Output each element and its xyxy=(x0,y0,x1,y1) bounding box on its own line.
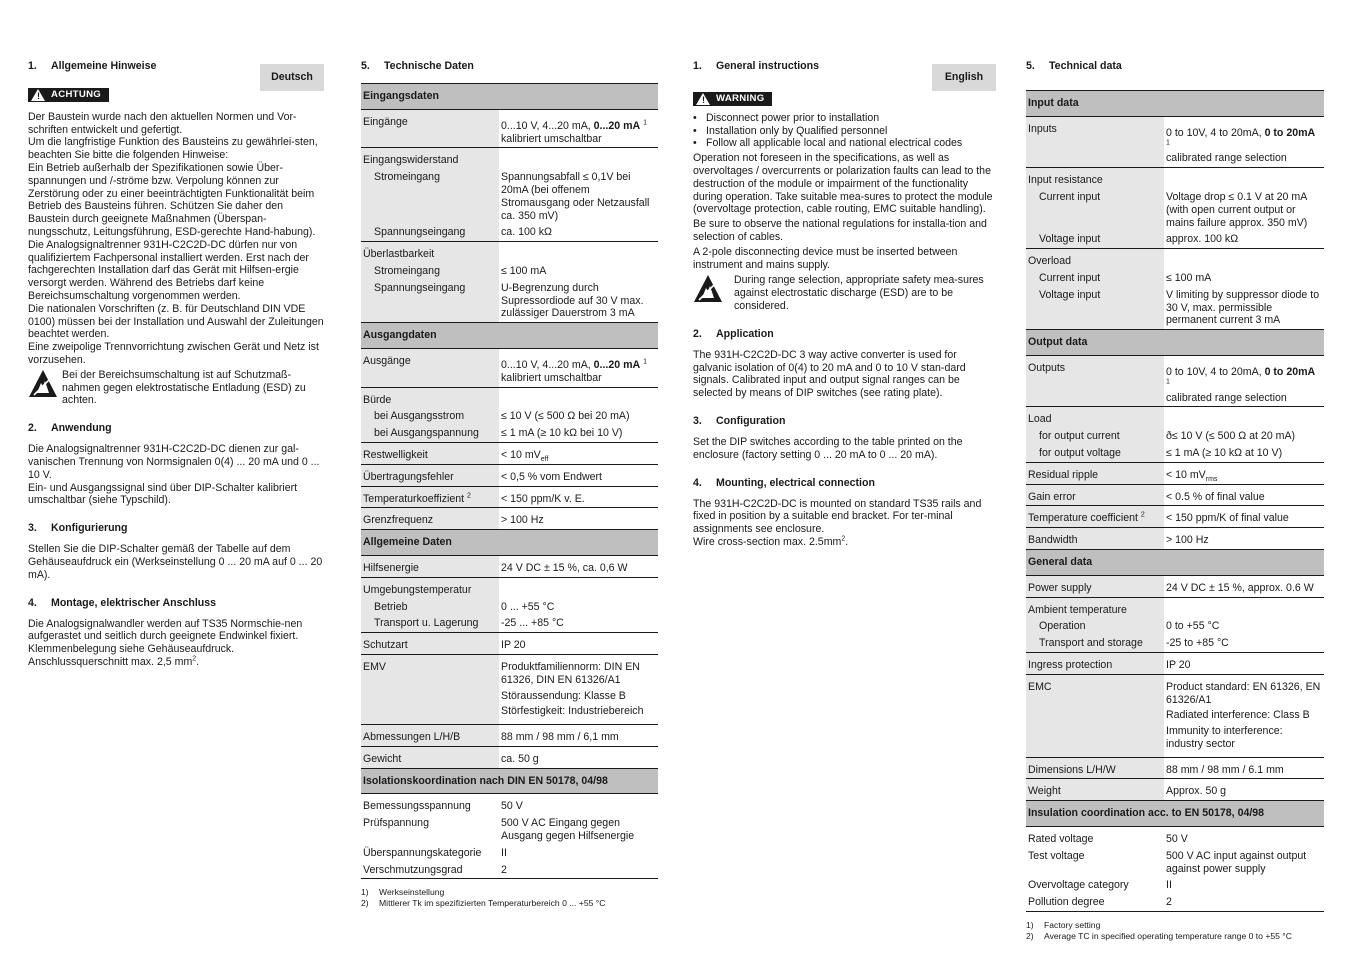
table-cell: Stromeingang xyxy=(361,263,499,280)
table-section-header xyxy=(361,84,658,110)
table-cell: < 150 ppm/K v. E. xyxy=(499,486,658,508)
language-tab-english: English xyxy=(932,64,996,91)
section-heading: 2. Anwendung xyxy=(28,422,112,435)
esd-hand-icon xyxy=(28,369,62,407)
table-row xyxy=(361,224,658,241)
table-cell: Test voltage xyxy=(1026,848,1164,878)
table-cell: EMC xyxy=(1026,674,1164,757)
table-row xyxy=(1026,635,1324,652)
table-cell: Überspannungskategorie xyxy=(361,845,499,862)
table-cell: 2 xyxy=(467,492,471,499)
table-row xyxy=(1026,848,1324,878)
table-row xyxy=(361,633,658,655)
de-tech-table xyxy=(361,83,658,908)
table-cell: 88 mm / 98 mm / 6.1 mm xyxy=(1164,757,1324,779)
table-cell: -25 ... +85 °C xyxy=(499,615,658,632)
table-cell: ≤ 100 mA xyxy=(501,264,547,277)
table-cell: 50 V xyxy=(1166,833,1188,846)
table-row xyxy=(1026,445,1324,462)
table-cell: 0...20 mA xyxy=(593,358,641,371)
table-row xyxy=(1026,827,1324,848)
table-cell: Stromeingang xyxy=(361,169,499,224)
table-row xyxy=(1026,249,1324,270)
table-section-header xyxy=(361,768,658,794)
table-cell: 0 to 10V, 4 to 20mA, xyxy=(1166,365,1265,378)
section-heading: 5. Technical data xyxy=(1026,60,1122,72)
table-cell: 1) xyxy=(1026,920,1034,931)
table-cell: Mittlerer Tk im spezifizierten Temperaturbereich 0 ... +55 °C xyxy=(379,897,606,908)
table-cell: ≤ 1 mA (≥ 10 kΩ at 10 V) xyxy=(1164,445,1324,462)
table-cell: Umgebungstemperatur xyxy=(361,577,499,598)
table-cell: Bürde xyxy=(361,387,499,408)
table-cell: Approx. 50 g xyxy=(1166,785,1227,798)
table-cell: Störfestigkeit: Industriebereich xyxy=(501,705,644,718)
table-cell: 0 to 10V, 4 to 20mA, xyxy=(1166,126,1265,139)
table-cell: 1) xyxy=(361,887,369,898)
table-section-header xyxy=(1026,801,1324,827)
table-cell: rms xyxy=(1205,475,1218,483)
table-cell: Betrieb xyxy=(361,599,499,616)
table-cell: kalibriert umschaltbar xyxy=(501,132,602,145)
warning-label: ! WARNING xyxy=(693,92,996,109)
de-tech-column xyxy=(361,58,658,908)
table-cell: bei Ausgangsstrom xyxy=(361,408,499,425)
table-cell: Spannungsabfall ≤ 0,1V bei 20mA (bei offenem Stromausgang oder Netzausfall ca. 350 mV) xyxy=(501,171,650,222)
table-cell: 1 xyxy=(1166,139,1170,147)
table-cell: Spannungseingang xyxy=(361,224,499,241)
warning-label: ! ACHTUNG xyxy=(28,88,324,105)
section-heading: 4. Montage, elektrischer Anschluss xyxy=(28,596,217,609)
table-row xyxy=(1026,894,1324,911)
section-heading: 4. Mounting, electrical connection xyxy=(693,476,875,489)
de-sections xyxy=(28,422,324,669)
table-cell: Eingangswiderstand xyxy=(361,148,499,169)
table-row xyxy=(361,615,658,632)
table-row xyxy=(1026,287,1324,330)
table-row xyxy=(1026,528,1324,550)
table-cell: calibrated range selection xyxy=(1166,152,1287,165)
table-row xyxy=(1026,877,1324,894)
table-cell: 500 V AC Eingang gegen Ausgang gegen Hilfsenergie xyxy=(501,817,635,843)
table-row xyxy=(1026,462,1324,484)
paragraph: Wire cross-section max. $2.5mm^2$. xyxy=(693,535,849,548)
table-cell: for output voltage xyxy=(1026,445,1164,462)
en-intro-header xyxy=(693,58,996,92)
table-cell: < 0,5 % vom Endwert xyxy=(499,464,658,486)
esd-text: During range selection, appropriate safety mea-sures against electrostatic discharge (ESD) are to be considered. xyxy=(734,274,984,312)
table-cell: EMV xyxy=(361,654,499,724)
table-row xyxy=(361,464,658,486)
paragraph: Be sure to observe the national regulations for installa-tion and selection of cables. xyxy=(693,218,987,243)
table-cell: Ingress protection xyxy=(1026,652,1164,674)
table-cell: 24 V DC ± 15 %, ca. 0,6 W xyxy=(499,555,658,577)
table-cell: ca. 50 g xyxy=(501,752,539,765)
table-cell: ca. 100 kΩ xyxy=(499,224,658,241)
table-cell: ≤ 10 V (≤ 500 Ω bei 20 mA) xyxy=(501,410,630,423)
table-row xyxy=(361,280,658,323)
table-cell: kalibriert umschaltbar xyxy=(501,371,602,384)
table-row xyxy=(361,408,658,425)
table-cell: Verschmutzungsgrad xyxy=(361,862,499,879)
table-cell: 1 xyxy=(643,119,648,127)
table-cell: Voltage drop ≤ 0.1 V at 20 mA (with open current output or mains failure approx. 350 mV) xyxy=(1166,190,1308,229)
table-cell: Operation xyxy=(1026,618,1164,635)
paragraph: The 931H-C2C2D-DC is mounted on standard TS35 rails and fixed in position by a suitable end bracket. For ter-minal assignments see enclosure. xyxy=(693,497,982,536)
paragraph: Set the DIP switches according to the table printed on the enclosure (factory setting 0 ... 20 mA to 0 ... 20 mA). xyxy=(693,435,963,461)
table-cell: Transport u. Lagerung xyxy=(361,615,499,632)
table-row xyxy=(1026,597,1324,618)
table-cell: Produktfamiliennorm: DIN EN 61326, DIN EN 61326/A1 xyxy=(501,660,640,686)
table-cell: Immunity to interference: industry sector xyxy=(1166,725,1283,750)
table-cell: Gain error xyxy=(1026,484,1164,506)
table-cell: Output data xyxy=(1026,330,1324,356)
table-cell: 0 to 20mA xyxy=(1264,126,1316,139)
esd-hand-icon xyxy=(693,274,734,312)
table-cell: ≤ 1 mA (≥ 10 kΩ bei 10 V) xyxy=(499,425,658,442)
table-row xyxy=(1026,484,1324,506)
table-cell: Overvoltage category xyxy=(1026,877,1164,894)
paragraph: Ein Betrieb außerhalb der Spezifikationen sowie Über-spannungen und /-ströme bzw. Verpolung können zur Zerstörung oder zu einer beeinträchtigten Funktionalität beim Betrieb des Bausteins führen. Schützen Sie daher den Baustein durch geeignete Maßnahmen (Überspan-nungsschutz, Leitungsführung, ESD-gerechte Hand-habung). xyxy=(28,161,316,238)
table-row xyxy=(361,794,658,815)
bullet-item: • Disconnect power prior to installation xyxy=(693,112,996,125)
paragraph: Operation not foreseen in the specifications, as well as overvoltages / overcurrents or polarization faults can lead to the destruction of the module or impairment of the functionality during operation. Take suitable mea-sures to protect the module (overvoltage protection, cable routing, EMC suitable handling). xyxy=(693,152,993,216)
table-row xyxy=(361,845,658,862)
table-row xyxy=(361,654,658,724)
table-row xyxy=(361,109,658,148)
table-cell: calibrated range selection xyxy=(1166,391,1287,404)
table-cell: for output current xyxy=(1026,428,1164,445)
spec-table xyxy=(361,83,658,879)
de-intro-header xyxy=(28,58,324,92)
table-cell: approx. 100 kΩ xyxy=(1164,231,1324,248)
table-cell: II xyxy=(501,846,507,859)
table-cell: Störaussendung: Klasse B xyxy=(501,689,626,702)
paragraph: Die Analogsignaltrenner 931H-C2C2D-DC dienen zur gal-vanischen Trennung von Normsignalen 0(4) ... 20 mA und 0 ... 10 V. xyxy=(28,443,320,481)
table-cell: Hilfsenergie xyxy=(361,555,499,577)
table-row xyxy=(361,442,658,464)
table-row xyxy=(361,725,658,747)
paragraph: Ein- und Ausgangssignal sind über DIP-Schalter kalibriert umschaltbar (siehe Typschild). xyxy=(28,481,298,507)
table-cell: Factory setting xyxy=(1044,920,1101,931)
table-row xyxy=(361,815,658,845)
table-cell: Übertragungsfehler xyxy=(361,464,499,486)
table-cell: eff xyxy=(540,456,549,464)
table-cell: > 100 Hz xyxy=(1166,534,1209,547)
table-cell: 2 xyxy=(1164,894,1324,911)
paragraph: Anschlussquerschnitt max. 2,5 $mm^2$. xyxy=(28,655,200,668)
table-section-header xyxy=(361,323,658,349)
table-cell: II xyxy=(1166,879,1172,892)
table-row xyxy=(1026,355,1324,406)
table-cell: Werkseinstellung xyxy=(379,887,445,898)
table-cell: Abmessungen L/H/B xyxy=(361,725,499,747)
table-cell: Allgemeine Daten xyxy=(361,530,658,556)
table-cell: 0 to 20mA xyxy=(1264,365,1316,378)
table-section-header xyxy=(361,530,658,556)
table-row xyxy=(1026,428,1324,445)
section xyxy=(28,522,324,581)
bullet-item: • Installation only by Qualified personnel xyxy=(693,125,996,138)
table-row xyxy=(1026,618,1324,635)
table-row xyxy=(361,555,658,577)
section xyxy=(28,597,324,669)
table-cell: Prüfspannung xyxy=(361,815,499,845)
table-cell: Insulation coordination acc. to EN 50178, 04/98 xyxy=(1026,801,1324,827)
table-cell: Input resistance xyxy=(1026,168,1164,189)
paragraph: The 931H-C2C2D-DC 3 way active converter is used for galvanic isolation of 0(4) to 20 mA and 0 to 10 V stan-dard signals. Calibrated input and output signal ranges can be selected by means of DIP switches (see rating plate). xyxy=(693,348,966,400)
section xyxy=(693,415,996,462)
table-cell: Residual ripple xyxy=(1026,462,1164,484)
table-cell: Pollution degree xyxy=(1026,894,1164,911)
table-cell: Gewicht xyxy=(361,746,499,768)
section-heading: 5. Technische Daten xyxy=(361,60,474,72)
table-cell: 2) xyxy=(1026,930,1034,941)
table-row xyxy=(361,599,658,616)
bullet-item: • Follow all applicable local and national electrical codes xyxy=(693,137,996,150)
table-row xyxy=(1026,270,1324,287)
table-row xyxy=(361,242,658,263)
section-heading: 2. Application xyxy=(693,327,774,340)
table-cell: Dimensions L/H/W xyxy=(1026,757,1164,779)
paragraph: Stellen Sie die DIP-Schalter gemäß der Tabelle auf dem Gehäuseaufdruck ein (Werkseinstellung 0 ... 20 mA auf 0 ... 20 mA). xyxy=(28,543,323,581)
table-row xyxy=(1026,757,1324,779)
en-warning-bullets xyxy=(693,112,996,150)
table-cell: Temperaturkoeffizient xyxy=(363,492,465,505)
table-cell: Rated voltage xyxy=(1026,827,1164,848)
table-cell: Overload xyxy=(1026,249,1164,270)
paragraph: Die Analogsignaltrenner 931H-C2C2D-DC dürfen nur von qualifiziertem Fachpersonal installiert werden. Erst nach der fachgerechten Installation darf das Gerät mit Hilfsen-ergie versorgt werden. Während des Betriebs darf keine Bereichsumschaltung vorgenommen werden. xyxy=(28,238,309,302)
warning-triangle-icon: ! xyxy=(31,89,45,101)
table-section-header xyxy=(1026,549,1324,575)
table-row xyxy=(1026,779,1324,801)
table-cell: 0...10 V, 4...20 mA, xyxy=(501,358,594,371)
table-cell: Eingangsdaten xyxy=(361,84,658,110)
table-cell: Bemessungsspannung xyxy=(361,794,499,815)
table-row xyxy=(361,387,658,408)
table-row xyxy=(1026,506,1324,528)
table-cell: ≤ 100 mA xyxy=(1166,271,1212,284)
table-row xyxy=(361,486,658,508)
section xyxy=(28,422,324,507)
table-cell: Weight xyxy=(1026,779,1164,801)
table-cell: Input data xyxy=(1026,91,1324,117)
table-cell: Outputs xyxy=(1026,355,1164,406)
language-tab-deutsch: Deutsch xyxy=(260,64,324,91)
table-row xyxy=(361,862,658,879)
warning-triangle-icon: ! xyxy=(696,93,710,105)
table-row xyxy=(1026,189,1324,231)
paragraph: A 2-pole disconnecting device must be inserted between instrument and mains supply. xyxy=(693,245,958,271)
table-cell: 50 V xyxy=(501,800,523,813)
table-cell: Radiated interference: Class B xyxy=(1166,709,1310,722)
table-row xyxy=(361,746,658,768)
footnotes xyxy=(361,887,658,908)
paragraph: Um die langfristige Funktion des Bausteins zu gewährlei-sten, beachten Sie bitte die folgenden Hinweise: xyxy=(28,136,318,162)
table-cell: Average TC in specified operating temperature range 0 to +55 °C xyxy=(1044,930,1292,941)
table-cell: 24 V DC ± 15 %, approx. 0.6 W xyxy=(1164,575,1324,597)
table-row xyxy=(361,148,658,169)
en-sections xyxy=(693,328,996,549)
table-cell: Load xyxy=(1026,407,1164,428)
section-heading: 3. Configuration xyxy=(693,414,786,427)
section-heading: 1. General instructions xyxy=(693,60,820,72)
table-cell: Current input xyxy=(1026,270,1164,287)
table-cell: 0...20 mA xyxy=(593,119,641,132)
paragraph: Die Analogsignalwandler werden auf TS35 Normschie-nen aufgerastet und seitlich durch geeignete Endwinkel fixiert. Klemmenbelegung siehe Gehäuseaufdruck. xyxy=(28,617,303,656)
table-cell: U-Begrenzung durch Supressordiode auf 30 V max. zulässiger Dauerstrom 3 mA xyxy=(499,280,658,323)
table-cell: 500 V AC input against output against power supply xyxy=(1166,849,1307,875)
de-intro-body xyxy=(28,111,324,367)
table-cell: Power supply xyxy=(1026,575,1164,597)
table-cell: Ausgänge xyxy=(361,348,499,387)
table-cell: < 10 mV xyxy=(501,448,541,461)
table-row xyxy=(361,348,658,387)
section xyxy=(693,477,996,549)
table-cell: Temperature coefficient xyxy=(1028,512,1138,525)
table-row xyxy=(1026,575,1324,597)
table-cell: Bandwidth xyxy=(1026,528,1164,550)
table-cell: 1 xyxy=(643,358,648,366)
table-cell: Isolationskoordination nach DIN EN 50178, 04/98 xyxy=(361,768,658,794)
table-cell: 1 xyxy=(1166,378,1170,386)
paragraph: Der Baustein wurde nach den aktuellen Normen und Vor-schriften entwickelt und gefertigt. xyxy=(28,110,297,136)
paragraph: Eine zweipolige Trennvorrichtung zwischen Gerät und Netz ist vorzusehen. xyxy=(28,341,319,366)
table-cell: ð≤ 10 V (≤ 500 Ω at 20 mA) xyxy=(1166,430,1296,443)
table-cell: 0...10 V, 4...20 mA, xyxy=(501,119,594,132)
de-instructions-column xyxy=(28,58,324,669)
esd-notice xyxy=(693,274,996,312)
table-cell: Schutzart xyxy=(361,633,499,655)
en-tech-column xyxy=(1026,58,1324,941)
section xyxy=(693,328,996,400)
table-cell: V limiting by suppressor diode to 30 V, max. permissible permanent current 3 mA xyxy=(1164,287,1324,330)
esd-text: Bei der Bereichsumschaltung ist auf Schutzmaß-nahmen gegen elektrostatische Entladung (ESD) zu achten. xyxy=(62,368,306,407)
table-cell: Current input xyxy=(1026,189,1164,231)
table-row xyxy=(361,508,658,530)
table-row xyxy=(1026,116,1324,167)
section-heading: 3. Konfigurierung xyxy=(28,522,128,535)
table-row xyxy=(361,425,658,442)
table-cell: 0 to +55 °C xyxy=(1166,620,1220,633)
paragraph: Die nationalen Vorschriften (z. B. für Deutschland DIN VDE 0100) müssen bei der Installation und Auswahl der Zuleitungen beachtet werden. xyxy=(28,302,324,341)
table-row xyxy=(1026,674,1324,757)
table-row xyxy=(1026,231,1324,248)
table-section-header xyxy=(1026,330,1324,356)
table-row xyxy=(361,263,658,280)
table-cell: < 150 ppm/K of final value xyxy=(1164,506,1324,528)
table-cell: 2 xyxy=(1140,511,1145,519)
table-cell: Eingänge xyxy=(361,109,499,148)
table-cell: < 10 mV xyxy=(1166,468,1206,481)
en-tech-table xyxy=(1026,90,1324,941)
table-cell: Ambient temperature xyxy=(1026,597,1164,618)
en-instructions-column xyxy=(693,58,996,549)
table-cell: 2 xyxy=(499,862,658,879)
table-row xyxy=(1026,652,1324,674)
footnotes xyxy=(1026,920,1324,941)
table-cell: 0 ... +55 °C xyxy=(501,600,555,613)
table-cell: > 100 Hz xyxy=(501,514,544,527)
table-cell: Product standard: EN 61326, EN 61326/A1 xyxy=(1166,680,1321,706)
table-row xyxy=(361,169,658,224)
table-cell: General data xyxy=(1026,549,1324,575)
spec-table xyxy=(1026,90,1324,912)
table-cell: Voltage input xyxy=(1026,287,1164,330)
table-cell: IP 20 xyxy=(1164,652,1324,674)
table-cell: Spannungseingang xyxy=(361,280,499,323)
table-cell: Inputs xyxy=(1026,116,1164,167)
table-cell: Voltage input xyxy=(1026,231,1164,248)
table-cell: 88 mm / 98 mm / 6,1 mm xyxy=(499,725,658,747)
table-cell: Ausgangdaten xyxy=(361,323,658,349)
table-cell: Restwelligkeit xyxy=(361,442,499,464)
table-row xyxy=(361,577,658,598)
en-intro-body xyxy=(693,152,996,271)
table-cell: IP 20 xyxy=(499,633,658,655)
table-cell: Grenzfrequenz xyxy=(361,508,499,530)
esd-notice xyxy=(28,369,324,407)
table-cell: Transport and storage xyxy=(1026,635,1164,652)
table-cell: -25 to +85 °C xyxy=(1164,635,1324,652)
section-heading: 1. Allgemeine Hinweise xyxy=(28,60,157,72)
table-cell: 2) xyxy=(361,897,369,908)
table-row xyxy=(1026,407,1324,428)
table-cell: Überlastbarkeit xyxy=(361,242,499,263)
table-cell: bei Ausgangspannung xyxy=(361,425,499,442)
table-cell: < 0.5 % of final value xyxy=(1164,484,1324,506)
table-section-header xyxy=(1026,91,1324,117)
table-row xyxy=(1026,168,1324,189)
